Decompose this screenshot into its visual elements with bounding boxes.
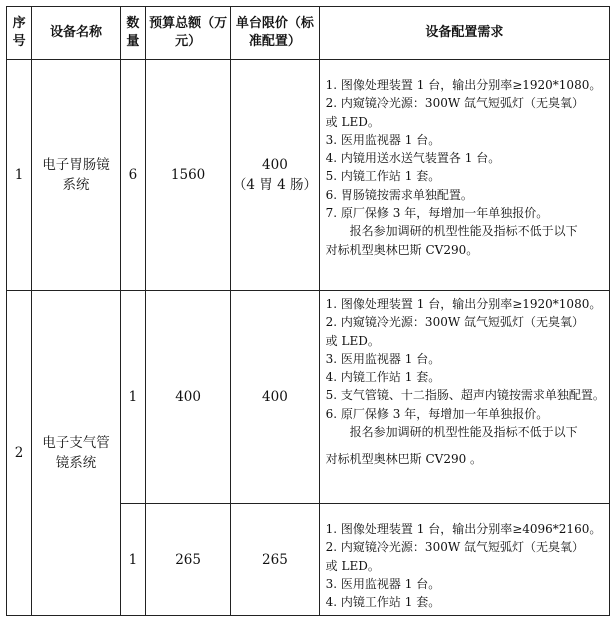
row-seq: 2 — [7, 291, 32, 616]
requirement-item: 4. 内镜工作站 1 套。 — [325, 370, 441, 385]
requirement-item: 7. 原厂保修 3 年，每增加一年单独报价。 — [325, 206, 549, 221]
requirement-item: 2. 内窥镜冷光源：300W 氙气短弧灯（无臭氧） — [325, 96, 584, 111]
unit-price-value: 400 — [262, 157, 288, 173]
device-name-text: 电子支气管镜系统 — [42, 435, 110, 472]
row-requirements — [319, 291, 609, 504]
unit-price-note: （4 胃 4 肠） — [232, 177, 317, 193]
requirement-item: 4. 内镜工作站 1 套。 — [325, 595, 441, 610]
header-requirements: 设备配置需求 — [319, 7, 609, 60]
row-device-name — [32, 291, 121, 616]
row-device-name — [32, 60, 121, 291]
requirement-item: 2. 内窥镜冷光源：300W 氙气短弧灯（无臭氧） — [325, 540, 584, 555]
benchmark-model: 对标机型奥林巴斯 CV290。 — [325, 242, 479, 257]
header-name: 设备名称 — [32, 7, 121, 60]
benchmark-note: 报名参加调研的机型性能及指标不低于以下 — [349, 425, 578, 440]
benchmark-model: 对标机型奥林巴斯 CV290 。 — [325, 452, 483, 467]
requirement-item: 6. 原厂保修 3 年，每增加一年单独报价。 — [325, 406, 549, 421]
row-seq: 1 — [7, 60, 32, 291]
requirement-item: 5. 支气管镜、十二指肠、超声内镜按需求单独配置。 — [325, 388, 605, 403]
requirement-item: 3. 医用监视器 1 台。 — [325, 132, 441, 147]
equipment-table — [6, 6, 610, 616]
requirement-item: 1. 图像处理装置 1 台，输出分别率≥4096*2160。 — [325, 522, 602, 536]
device-name-text: 电子胃肠镜系统 — [42, 157, 110, 193]
row-requirements — [319, 504, 609, 616]
table-row — [7, 291, 610, 504]
spacer — [326, 441, 605, 450]
row-requirements — [319, 60, 609, 291]
header-unit-price: 单台限价（标准配置） — [231, 7, 319, 60]
table-row — [7, 60, 610, 291]
row-qty: 1 — [120, 291, 145, 504]
requirement-item: 1. 图像处理装置 1 台，输出分别率≥1920*1080。 — [325, 78, 602, 92]
header-seq: 序号 — [7, 7, 32, 60]
requirement-item: 3. 医用监视器 1 台。 — [325, 351, 441, 366]
row-unit-price: 265 — [231, 504, 319, 616]
row-qty: 6 — [120, 60, 145, 291]
requirement-item: 6. 胃肠镜按需求单独配置。 — [325, 187, 473, 202]
requirement-item: 或 LED。 — [325, 333, 380, 348]
benchmark-note: 报名参加调研的机型性能及指标不低于以下 — [349, 224, 578, 239]
requirement-item: 3. 医用监视器 1 台。 — [325, 576, 441, 591]
requirement-item: 2. 内窥镜冷光源：300W 氙气短弧灯（无臭氧） — [325, 315, 584, 330]
row-budget: 1560 — [145, 60, 230, 291]
requirement-item: 4. 内镜用送水送气装置各 1 台。 — [325, 151, 501, 166]
requirement-item: 5. 内镜工作站 1 套。 — [325, 169, 441, 184]
row-unit-price: 400 — [231, 291, 319, 504]
header-qty: 数量 — [120, 7, 145, 60]
row-budget: 265 — [145, 504, 230, 616]
row-qty: 1 — [120, 504, 145, 616]
row-unit-price — [231, 60, 319, 291]
requirement-item: 1. 图像处理装置 1 台，输出分别率≥1920*1080。 — [325, 297, 602, 311]
header-row — [7, 7, 610, 60]
requirement-item: 或 LED。 — [325, 558, 380, 573]
requirement-item: 或 LED。 — [325, 114, 380, 129]
row-budget: 400 — [145, 291, 230, 504]
header-budget: 预算总额（万元） — [145, 7, 230, 60]
